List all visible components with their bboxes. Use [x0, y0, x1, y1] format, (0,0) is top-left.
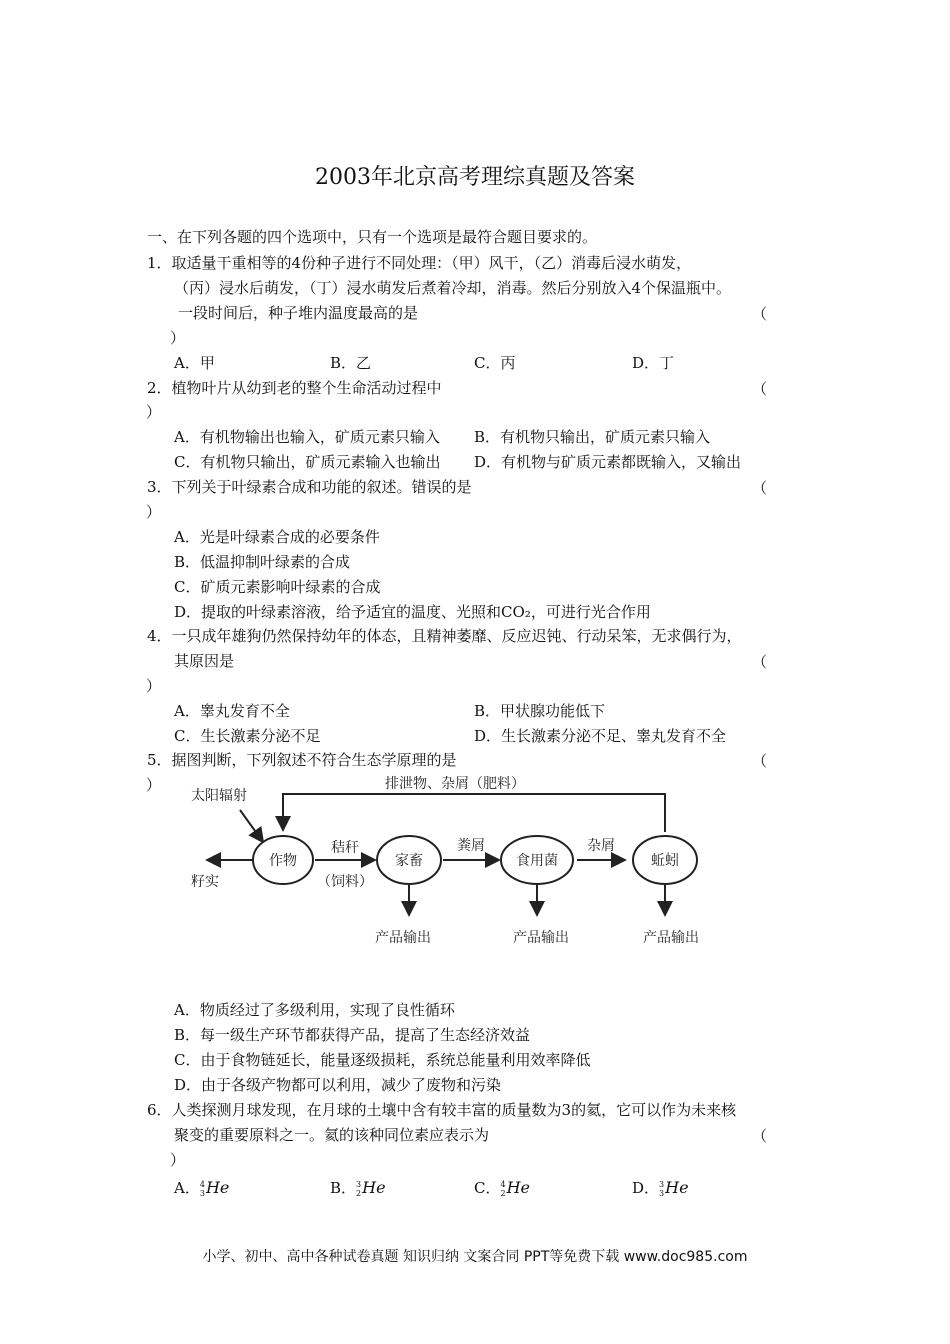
answer-paren-open: （	[752, 752, 768, 770]
question-4-option-d: D．生长激素分泌不足、睾丸发育不全	[474, 727, 727, 745]
output-label-1: 产品输出	[375, 930, 431, 946]
question-1-option-a: A．甲	[174, 354, 215, 372]
arrow-label-feed: （饲料）	[317, 874, 373, 890]
isotope-notation	[659, 1178, 689, 1197]
page-title: 2003年北京高考理综真题及答案	[315, 165, 635, 190]
question-5-line-1: 5．据图判断，下列叙述不符合生态学原理的是	[147, 751, 457, 769]
mass-number: 4	[199, 1179, 205, 1189]
question-3-line-1: 3．下列关于叶绿素合成和功能的叙述。错误的是	[147, 478, 472, 496]
arrow-label-residue: 杂屑	[587, 838, 615, 854]
atomic-number: 2	[356, 1188, 362, 1198]
question-4-option-c: C．生长激素分泌不足	[174, 727, 321, 745]
sun-arrow	[240, 810, 263, 842]
answer-paren-open: （	[752, 380, 768, 398]
answer-paren-open: （	[752, 1127, 768, 1145]
option-label: A．	[174, 1179, 200, 1197]
question-4-option-b: B．甲状腺功能低下	[474, 702, 606, 720]
page-footer: 小学、初中、高中各种试卷真题 知识归纳 文案合同 PPT等免费下载 www.doc985.com	[202, 1249, 748, 1265]
question-3-option-b: B．低温抑制叶绿素的合成	[174, 553, 351, 571]
recycle-line	[283, 794, 665, 832]
question-1-option-d: D．丁	[632, 354, 675, 372]
isotope-notation	[200, 1178, 230, 1197]
option-label: C．	[474, 1179, 501, 1197]
node-livestock-label: 家畜	[395, 853, 423, 869]
question-2-line-1: 2．植物叶片从幼到老的整个生命活动过程中	[147, 379, 442, 397]
question-4-option-a: A．睾丸发育不全	[174, 702, 290, 720]
question-6-option-b	[330, 1178, 386, 1198]
answer-paren-close: ）	[146, 677, 162, 695]
atomic-number: 2	[500, 1188, 506, 1198]
mass-number: 3	[659, 1179, 665, 1189]
question-1-line-3: 一段时间后，种子堆内温度最高的是	[178, 304, 419, 322]
question-6-option-c	[474, 1178, 530, 1198]
question-5-option-b: B．每一级生产环节都获得产品，提高了生态经济效益	[174, 1026, 531, 1044]
node-fungi-label: 食用菌	[516, 853, 558, 869]
question-1-option-c: C．丙	[474, 354, 516, 372]
answer-paren-open: （	[752, 653, 768, 671]
question-4-line-1: 4．一只成年雄狗仍然保持幼年的体态，且精神萎靡、反应迟钝、行动呆笨，无求偶行为，	[147, 627, 742, 645]
question-3-option-a: A．光是叶绿素合成的必要条件	[174, 528, 380, 546]
ecology-flow-diagram	[185, 770, 725, 960]
option-label: B．	[330, 1179, 357, 1197]
element-symbol: He	[362, 1178, 386, 1197]
output-label-2: 产品输出	[513, 930, 569, 946]
mass-number: 3	[356, 1179, 362, 1189]
question-4-line-2: 其原因是	[174, 652, 235, 670]
question-1-line-2: （丙）浸水后萌发，（丁）浸水萌发后煮着冷却，消毒。然后分别放入4个保温瓶中。	[174, 279, 732, 297]
output-label-3: 产品输出	[643, 930, 699, 946]
question-5-option-a: A．物质经过了多级利用，实现了良性循环	[174, 1001, 455, 1019]
question-2-option-a: A．有机物输出也输入，矿质元素只输入	[174, 428, 440, 446]
element-symbol: He	[665, 1178, 689, 1197]
question-2-option-c: C．有机物只输出，矿质元素输入也输出	[174, 453, 441, 471]
element-symbol: He	[205, 1178, 230, 1197]
question-2-option-b: B．有机物只输出，矿质元素只输入	[474, 428, 711, 446]
question-6-option-a	[174, 1178, 229, 1198]
answer-paren-open: （	[752, 305, 768, 323]
question-6-line-2: 聚变的重要原料之一。氦的该种同位素应表示为	[174, 1126, 490, 1144]
diagram-seeds-label: 籽实	[191, 874, 219, 890]
question-6-line-1: 6．人类探测月球发现，在月球的土壤中含有较丰富的质量数为3的氦，它可以作为未来核	[147, 1101, 737, 1119]
question-3-option-c: C．矿质元素影响叶绿素的合成	[174, 578, 381, 596]
diagram-sun-label: 太阳辐射	[191, 788, 247, 804]
answer-paren-close: ）	[146, 503, 162, 521]
question-5-option-c: C．由于食物链延长，能量逐级损耗，系统总能量利用效率降低	[174, 1051, 591, 1069]
node-earthworm-label: 蚯蚓	[651, 853, 679, 869]
answer-paren-close: ）	[170, 1151, 186, 1169]
answer-paren-open: （	[752, 479, 768, 497]
question-5-option-d: D．由于各级产物都可以利用，减少了废物和污染	[174, 1076, 502, 1094]
isotope-notation	[500, 1178, 530, 1197]
answer-paren-close: ）	[170, 329, 186, 347]
node-crop-label: 作物	[269, 853, 297, 869]
arrow-label-straw: 秸秆	[331, 840, 359, 856]
answer-paren-close: ）	[146, 776, 162, 794]
atomic-number: 3	[659, 1188, 665, 1198]
section-heading: 一、在下列各题的四个选项中，只有一个选项是最符合题目要求的。	[147, 228, 598, 246]
arrow-label-dung: 粪屑	[457, 838, 485, 854]
mass-number: 4	[500, 1179, 506, 1189]
atomic-number: 3	[199, 1188, 205, 1198]
question-6-option-d	[632, 1178, 689, 1198]
answer-paren-close: ）	[146, 403, 162, 421]
option-label: D．	[632, 1179, 660, 1197]
question-1-line-1: 1．取适量干重相等的4份种子进行不同处理：（甲）风干，（乙）消毒后浸水萌发，	[147, 254, 692, 272]
diagram-top-label: 排泄物、杂屑（肥料）	[385, 776, 525, 792]
question-2-option-d: D．有机物与矿质元素都既输入，又输出	[474, 453, 742, 471]
question-3-option-d: D．提取的叶绿素溶液，给予适宜的温度、光照和CO₂，可进行光合作用	[174, 603, 651, 621]
isotope-notation	[356, 1178, 386, 1197]
element-symbol: He	[506, 1178, 530, 1197]
question-1-option-b: B．乙	[330, 354, 372, 372]
